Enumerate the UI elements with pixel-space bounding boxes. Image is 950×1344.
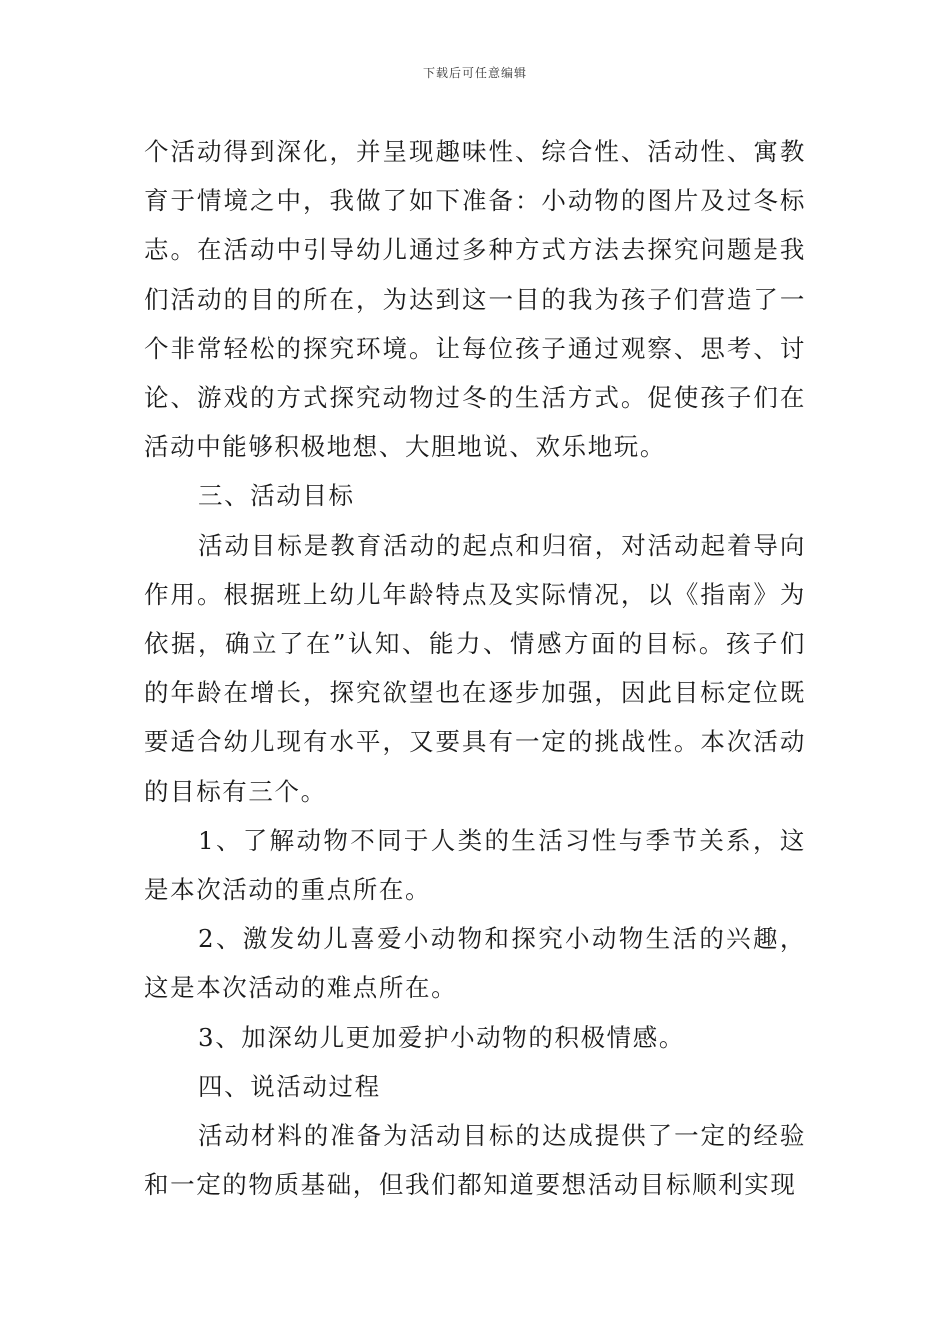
document-body xyxy=(144,127,806,1209)
page-header: 下载后可任意编辑 xyxy=(422,66,527,80)
body-paragraph-goals-intro: 活动目标是教育活动的起点和归宿，对活动起着导向作用。根据班上幼儿年龄特点及实际情况，以《指南》为依据，确立了在”认知、能力、情感方面的目标。孩子们的年龄在增长，探究欲望也在逐步加强，因此目标定位既要适合幼儿现有水平，又要具有一定的挑战性。本次活动的目标有三个。 xyxy=(144,530,806,806)
section-heading-activity-process: 四、说活动过程 xyxy=(198,1071,381,1101)
goal-item-1: 1、了解动物不同于人类的生活习性与季节关系，这是本次活动的重点所在。 xyxy=(144,825,806,905)
goal-item-3: 3、加深幼儿更加爱护小动物的积极情感。 xyxy=(198,1022,685,1052)
goal-item-2: 2、激发幼儿喜爱小动物和探究小动物生活的兴趣，这是本次活动的难点所在。 xyxy=(144,924,806,1003)
section-heading-activity-goals: 三、活动目标 xyxy=(198,481,355,511)
body-paragraph-process-intro: 活动材料的准备为活动目标的达成提供了一定的经验和一定的物质基础，但我们都知道要想活动目标顺利实现 xyxy=(144,1121,806,1200)
body-paragraph-continued: 个活动得到深化，并呈现趣味性、综合性、活动性、寓教育于情境之中，我做了如下准备：小动物的图片及过冬标志。在活动中引导幼儿通过多种方式方法去探究问题是我们活动的目的所在，为达到这一目的我为孩子们营造了一个非常轻松的探究环境。让每位孩子通过观察、思考、讨论、游戏的方式探究动物过冬的生活方式。促使孩子们在活动中能够积极地想、大胆地说、欢乐地玩。 xyxy=(144,137,806,462)
